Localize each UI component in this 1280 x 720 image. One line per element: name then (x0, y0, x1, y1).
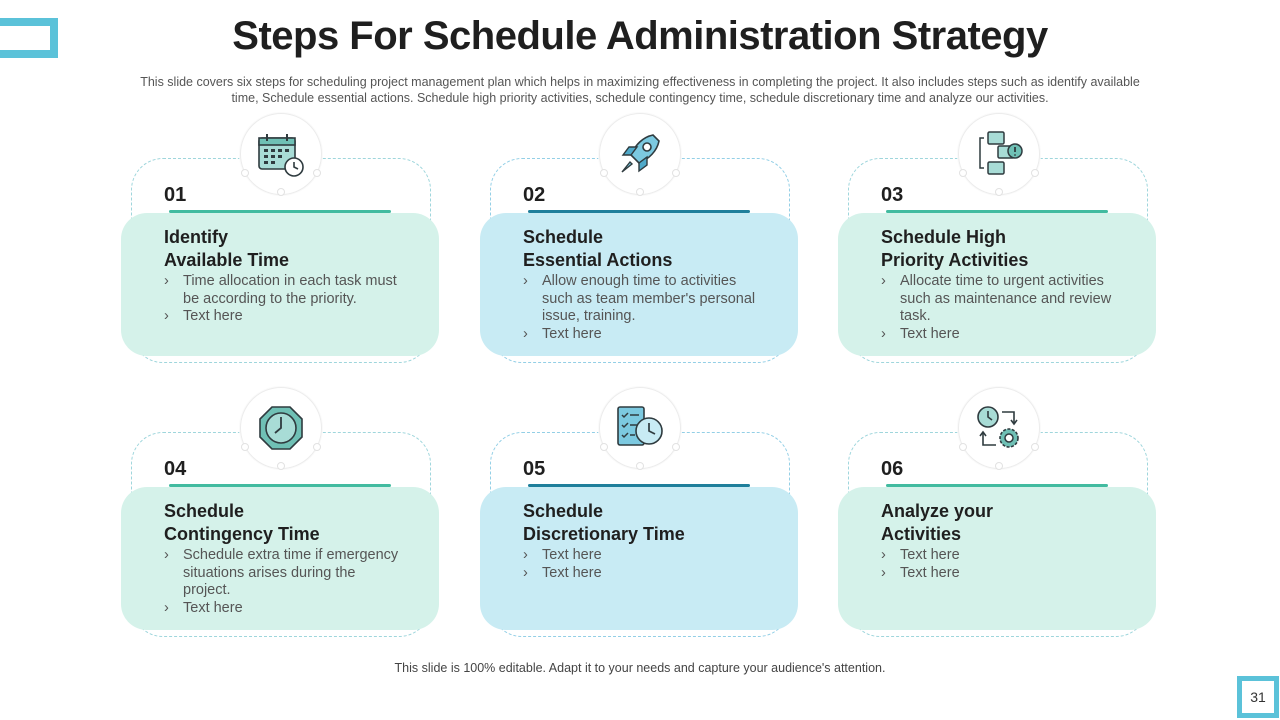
step-number: 02 (523, 184, 546, 206)
clock-icon (256, 403, 306, 453)
step-number: 01 (164, 184, 187, 206)
bullet-item: › Text here (523, 547, 602, 563)
step-heading: Schedule High Priority Activities (881, 227, 1029, 270)
step-icon-badge (599, 113, 681, 195)
bullet-item: › Schedule extra time if emergency situations arises during the project. (164, 547, 399, 598)
slide-title: Steps For Schedule Administration Strategy (232, 14, 1048, 58)
step-heading: Schedule Discretionary Time (523, 501, 685, 544)
step-icon-badge (240, 387, 322, 469)
step-bullets (881, 273, 1121, 343)
step-divider (528, 484, 750, 487)
step-bullets (523, 273, 763, 343)
clock-gear-cycle-icon (974, 403, 1024, 453)
rocket-icon (615, 129, 665, 179)
bullet-item: › Text here (523, 325, 602, 342)
step-bullets (881, 547, 1121, 582)
step-heading: Schedule Essential Actions (523, 227, 673, 270)
step-bullets (523, 547, 763, 582)
step-number: 06 (881, 458, 904, 480)
step-bullets (164, 273, 404, 326)
bullet-item: › Text here (164, 599, 243, 616)
step-heading: Schedule Contingency Time (164, 501, 320, 544)
page-number-badge (1237, 676, 1279, 718)
step-icon-badge (599, 387, 681, 469)
step-icon-badge (958, 387, 1040, 469)
bullet-item: › Time allocation in each task must be according to the priority. (164, 273, 397, 307)
step-divider (528, 210, 750, 213)
step-number: 05 (523, 458, 546, 480)
bullet-item: › Text here (164, 308, 243, 324)
bullet-item: › Allocate time to urgent activities such as maintenance and review task. (881, 273, 1112, 324)
bullet-item: › Text here (881, 325, 960, 342)
bullet-item: › Text here (881, 564, 960, 581)
step-divider (886, 210, 1108, 213)
calendar-clock-icon (256, 129, 306, 179)
step-icon-badge (240, 113, 322, 195)
bullet-item: › Text here (881, 547, 960, 563)
step-divider (169, 484, 391, 487)
step-number: 04 (164, 458, 187, 480)
step-heading: Analyze your Activities (881, 501, 994, 544)
bullet-item: › Allow enough time to activities such as team member's personal issue, training. (523, 273, 756, 324)
page-number: 31 (1242, 681, 1274, 713)
step-bullets (164, 547, 404, 617)
step-divider (169, 210, 391, 213)
step-divider (886, 484, 1108, 487)
step-heading: Identify Available Time (164, 227, 290, 270)
step-number: 03 (881, 184, 904, 206)
checklist-clock-icon (615, 403, 665, 453)
priority-workflow-icon (974, 129, 1024, 179)
slide-footer-note: This slide is 100% editable. Adapt it to your needs and capture your audience's attention. (394, 661, 886, 675)
slide-subtitle: This slide covers six steps for scheduling project management plan which helps in maximizing effectiveness in completing the project. It also includes steps such as identify available time, Schedule essential actions. Schedule high priority activities, schedule contingency time, schedule discretionary time and analyze our activities. (140, 75, 1140, 105)
step-icon-badge (958, 113, 1040, 195)
bullet-item: › Text here (523, 564, 602, 581)
